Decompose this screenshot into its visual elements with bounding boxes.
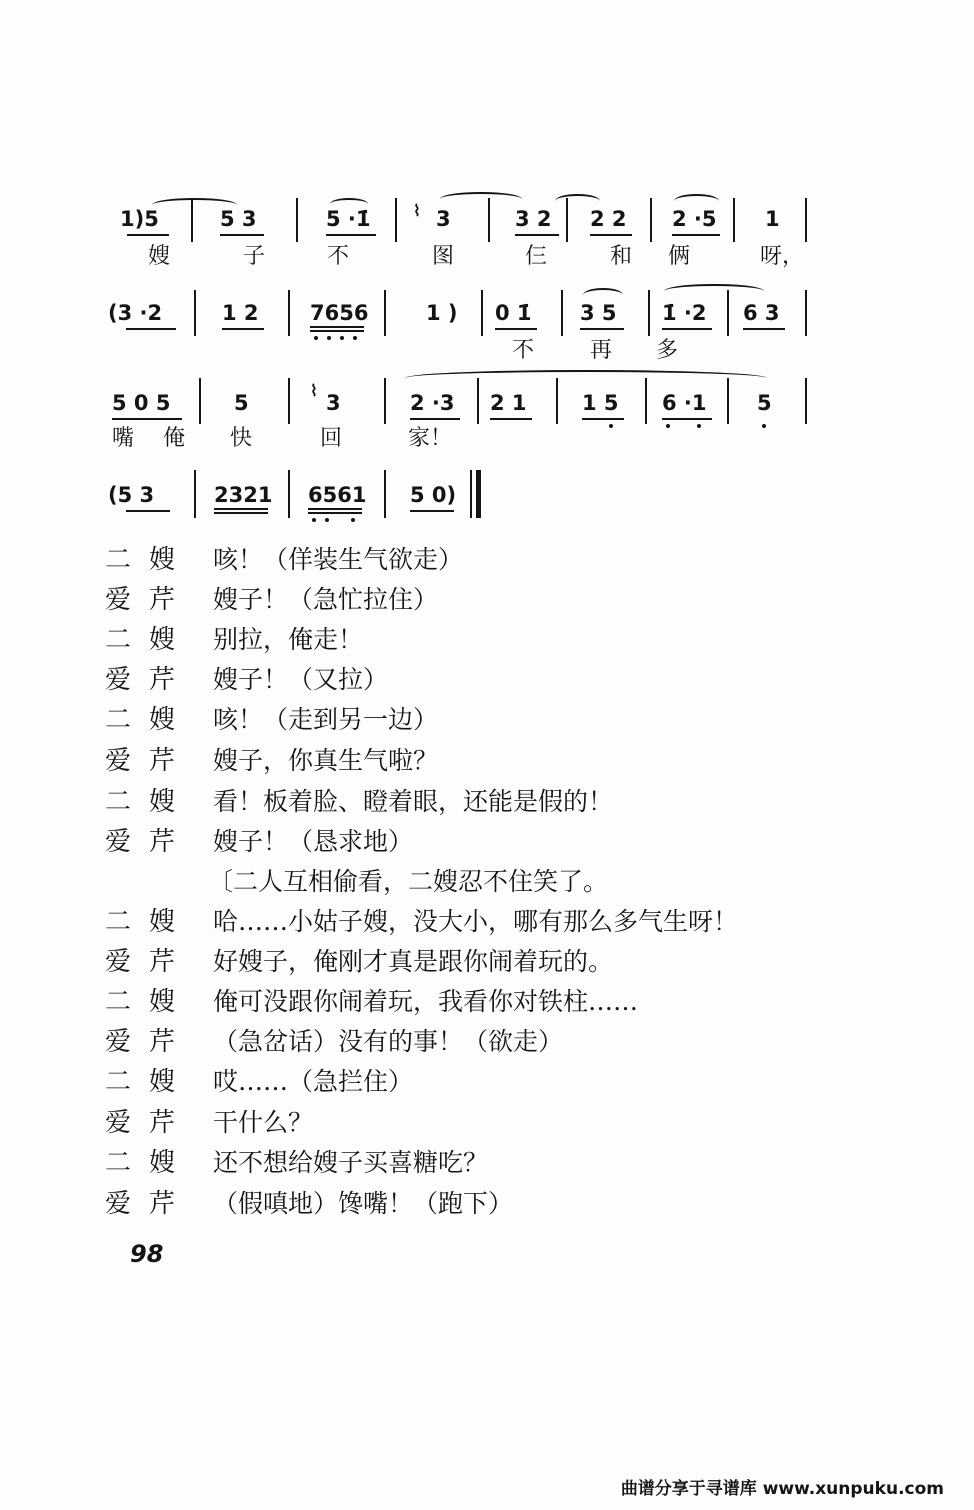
barline (556, 378, 558, 424)
speaker: 二嫂 (105, 1067, 194, 1097)
octave-dot (325, 518, 329, 522)
note-underline (515, 234, 559, 236)
note-group: 1̇ ·2 (662, 301, 707, 325)
note-group: 3 2 (515, 207, 552, 231)
note-underline (112, 418, 182, 420)
note-underline (672, 234, 720, 236)
slur (664, 284, 764, 298)
barline (395, 198, 397, 242)
dialogue-line (105, 982, 805, 1022)
note-underline (410, 418, 460, 420)
page-number: 98 (130, 1240, 164, 1268)
speaker: 爱芹 (105, 665, 194, 695)
note-group: 3 5 (580, 301, 617, 325)
dialogue-line (105, 822, 805, 862)
octave-dot (351, 518, 355, 522)
lyric: 呀， (760, 244, 805, 269)
dialogue-text: 看！板着脸、瞪着眼，还能是假的！ (213, 787, 614, 816)
dialogue-line (105, 580, 805, 620)
note-group: 5 0) (410, 483, 457, 507)
dialogue-line (105, 782, 805, 822)
barline (733, 198, 735, 242)
note-group: 3 (326, 391, 341, 415)
dialogue-line (105, 1022, 805, 1062)
dialogue-text: 哈……小姑子嫂，没大小，哪有那么多气生呀！ (213, 907, 739, 936)
barline (805, 198, 807, 242)
breath-mark: ⌇ (413, 201, 421, 220)
dialogue-text: 嫂子！（急忙拉住） (213, 585, 439, 614)
note-group: 2321 (214, 483, 273, 507)
lyric: 家！ (408, 426, 453, 451)
lyric: 多 (656, 338, 679, 363)
dialogue-text: 咳！（走到另一边） (213, 705, 439, 734)
speaker: 爱芹 (105, 827, 194, 857)
score-system-2 (0, 290, 974, 370)
note-group: 1)5 (120, 207, 159, 231)
barline (561, 290, 563, 336)
stage-direction: 〔二人互相偷看，二嫂忍不住笑了。 (208, 867, 609, 896)
dialogue-line (105, 620, 805, 660)
barline (288, 290, 290, 336)
lyric: 嘴 (112, 426, 135, 451)
lyric: 俺 (163, 426, 186, 451)
lyric: 嫂 (148, 244, 171, 269)
note-underline (126, 510, 170, 512)
octave-dot (314, 336, 318, 340)
dialogue-text: 咳！（佯装生气欲走） (213, 545, 464, 574)
dialogue-line (105, 942, 805, 982)
barline (805, 378, 807, 424)
barline (805, 290, 807, 336)
dialogue-line (105, 1103, 805, 1143)
note-group: 0 1̇ (495, 301, 532, 325)
note-underline (490, 418, 532, 420)
barline (194, 470, 196, 518)
note-underline (222, 328, 264, 330)
note-group: (5 3 (108, 483, 155, 507)
dialogue-line (105, 540, 805, 580)
lyric: 俩 (668, 244, 691, 269)
note-group: 1 (765, 207, 780, 231)
barline (645, 378, 647, 424)
octave-dot (762, 424, 766, 428)
note-group: 2 2 (590, 207, 627, 231)
speaker: 二嫂 (105, 987, 194, 1017)
barline (488, 198, 490, 242)
note-group: 2 ·5 (672, 207, 717, 231)
speaker: 二嫂 (105, 625, 194, 655)
dialogue-line (105, 741, 805, 781)
dialogue-line (105, 1062, 805, 1102)
dialogue-line (105, 902, 805, 942)
barline (288, 470, 290, 518)
note-group: 1 2 (222, 301, 259, 325)
dialogue-line (105, 1184, 805, 1224)
score-system-1 (0, 198, 974, 278)
lyric: 回 (320, 426, 343, 451)
barline (199, 378, 201, 424)
note-group: 6561 (308, 483, 367, 507)
note-underline (580, 328, 624, 330)
speaker: 爱芹 (105, 947, 194, 977)
score-system-4 (0, 470, 974, 530)
slur (440, 192, 522, 206)
note-group: 7656 (310, 301, 369, 325)
dialogue-text: （假嗔地）馋嘴！（跑下） (213, 1189, 514, 1218)
slur (405, 370, 767, 386)
dialogue-line (105, 1143, 805, 1183)
speaker: 二嫂 (105, 1148, 194, 1178)
note-group: 5 0 5 (112, 391, 171, 415)
speaker: 爱芹 (105, 746, 194, 776)
note-group: 6 3 (743, 301, 780, 325)
note-underline (308, 508, 362, 510)
note-group: 5 ·1̇ (326, 207, 371, 231)
lyric: 图 (432, 244, 455, 269)
final-barline-thin (470, 470, 472, 518)
octave-dot (312, 518, 316, 522)
note-underline (590, 234, 632, 236)
note-underline (495, 328, 537, 330)
octave-dot (327, 336, 331, 340)
lyric: 不 (512, 338, 535, 363)
breath-mark: ⌇ (310, 381, 318, 400)
lyric: 和 (610, 244, 633, 269)
note-underline (582, 418, 624, 420)
octave-dot (353, 336, 357, 340)
final-barline-thick (476, 470, 481, 518)
note-group: 5 3 (220, 207, 257, 231)
barline (191, 198, 193, 242)
note-underline (410, 510, 454, 512)
barline (650, 198, 652, 242)
note-group: 3 (436, 207, 451, 231)
barline (288, 378, 290, 424)
dialogue-text: 俺可没跟你闹着玩，我看你对铁柱…… (213, 987, 639, 1016)
dialogue-line (105, 700, 805, 740)
note-underline (662, 418, 712, 420)
note-group: 5 (757, 391, 772, 415)
watermark: 曲谱分享于寻谱库 www.xunpuku.com (620, 1479, 944, 1499)
speaker: 爱芹 (105, 1189, 194, 1219)
dialogue-text: 好嫂子，俺刚才真是跟你闹着玩的。 (213, 947, 614, 976)
dialogue-text: 哎……（急拦住） (213, 1067, 414, 1096)
dialogue-text: （急岔话）没有的事！（欲走） (213, 1027, 564, 1056)
note-underline (743, 328, 785, 330)
dialogue-line (105, 660, 805, 700)
note-underline (310, 330, 364, 332)
note-group: 2 1 (490, 391, 527, 415)
lyric: 仨 (525, 244, 548, 269)
octave-dot (697, 424, 701, 428)
dialogue-text: 干什么？ (213, 1108, 314, 1137)
dialogue-text: 嫂子！（恳求地） (213, 827, 414, 856)
note-underline (220, 234, 264, 236)
barline (384, 290, 386, 336)
note-underline (126, 328, 176, 330)
note-underline (214, 508, 268, 510)
barline (296, 198, 298, 242)
dialogue-text: 还不想给嫂子买喜糖吃？ (213, 1148, 489, 1177)
barline (477, 378, 479, 424)
barline (727, 290, 729, 336)
octave-dot (666, 424, 670, 428)
lyric: 不 (327, 244, 350, 269)
score-system-3 (0, 378, 974, 458)
dialogue-text: 嫂子，你真生气啦？ (213, 746, 439, 775)
lyric: 快 (230, 426, 253, 451)
note-group: 6 ·1 (662, 391, 707, 415)
note-group: 1 5 (582, 391, 619, 415)
note-group: 5 (234, 391, 249, 415)
lyric: 再 (590, 338, 613, 363)
octave-dot (609, 424, 613, 428)
barline (384, 378, 386, 424)
note-underline (308, 512, 362, 514)
barline (648, 290, 650, 336)
note-underline (326, 234, 376, 236)
note-underline (310, 326, 364, 328)
note-group: 2 ·3 (410, 391, 455, 415)
note-underline (127, 234, 169, 236)
barline (481, 290, 483, 336)
speaker: 二嫂 (105, 787, 194, 817)
speaker: 爱芹 (105, 585, 194, 615)
speaker: 爱芹 (105, 1108, 194, 1138)
dialogue-text: 嫂子！（又拉） (213, 665, 389, 694)
speaker: 二嫂 (105, 545, 194, 575)
barline (727, 378, 729, 424)
barline (384, 470, 386, 518)
lyric: 子 (243, 244, 266, 269)
note-group: 1 ) (426, 301, 458, 325)
octave-dot (340, 336, 344, 340)
barline (194, 290, 196, 336)
note-group: (3 ·2 (108, 301, 163, 325)
speaker: 爱芹 (105, 1027, 194, 1057)
note-underline (662, 328, 712, 330)
dialogue-text: 别拉，俺走！ (213, 625, 364, 654)
speaker: 二嫂 (105, 907, 194, 937)
note-underline (214, 512, 268, 514)
speaker: 二嫂 (105, 705, 194, 735)
